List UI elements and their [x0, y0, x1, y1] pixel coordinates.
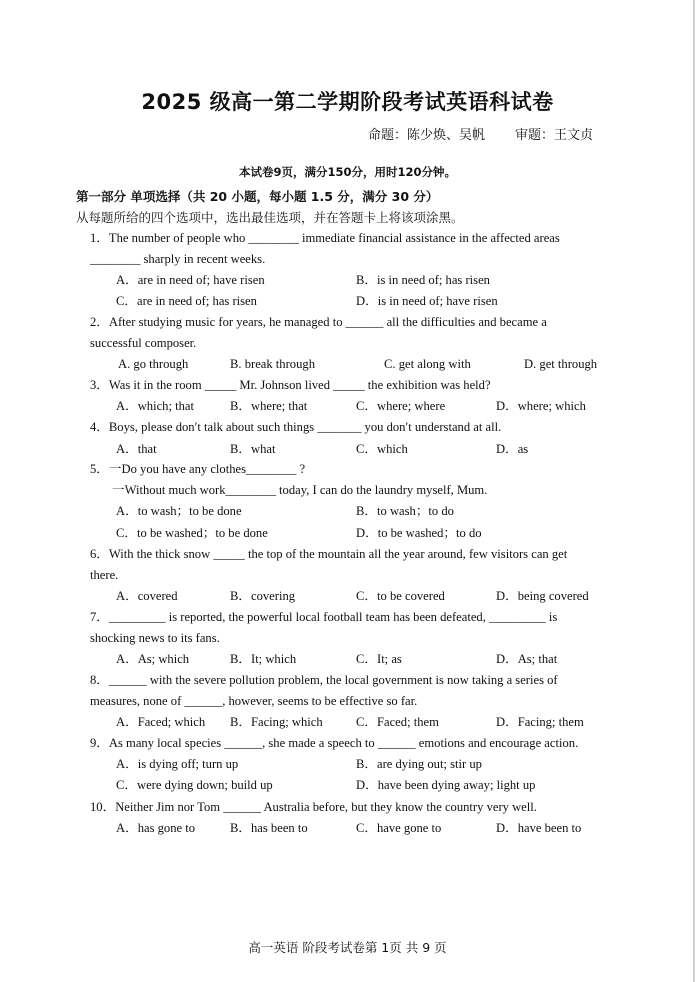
- question-8-option-c: C．Faced; them: [356, 715, 439, 729]
- question-4-option-b: B．what: [230, 442, 276, 456]
- question-2-option-a: A. go through: [118, 357, 189, 371]
- question-4-line-1: 4．Boys, please don′t talk about such things _______ you don′t understand at all.: [90, 420, 502, 434]
- question-8-option-b: B．Facing; which: [230, 715, 323, 729]
- question-6-option-b: B．covering: [230, 589, 296, 603]
- question-5-option-a: A．to wash；to be done: [116, 504, 242, 518]
- question-1-option-c: C．are in need of; has risen: [116, 294, 257, 308]
- question-4-option-d: D．as: [496, 442, 529, 456]
- authors-line: [368, 124, 593, 143]
- question-8-option-a: A．Faced; which: [116, 715, 206, 729]
- question-4-option-a: A．that: [116, 442, 157, 456]
- question-6-line-2: there.: [90, 568, 119, 582]
- question-7-option-a: A．As; which: [116, 652, 190, 666]
- reviewer: 审题：王文贞: [515, 128, 594, 143]
- question-10-option-d: D．have been to: [496, 821, 582, 835]
- exam-info: 本试卷9页，满分150分，用时120分钟。: [238, 165, 456, 179]
- question-6-option-a: A．covered: [116, 589, 178, 603]
- question-9-option-b: B．are dying out; stir up: [356, 757, 482, 771]
- question-8-option-d: D．Facing; them: [496, 715, 584, 729]
- question-1-line-2: ________ sharply in recent weeks.: [90, 252, 266, 266]
- question-8-line-1: 8．______ with the severe pollution problem, the local government is now taking a series of: [90, 673, 558, 687]
- question-3-option-b: B．where; that: [230, 399, 308, 413]
- question-6-line-1: 6．With the thick snow _____ the top of the mountain all the year around, few visitors can get: [90, 547, 568, 561]
- question-2-line-2: successful composer.: [90, 336, 197, 350]
- question-2-option-c: C. get along with: [384, 357, 471, 371]
- question-1-option-b: B．is in need of; has risen: [356, 273, 490, 287]
- question-10-option-c: C．have gone to: [356, 821, 442, 835]
- question-1-option-a: A．are in need of; have risen: [116, 273, 265, 287]
- question-1-line-1: 1．The number of people who ________ immediate financial assistance in the affected areas: [90, 231, 560, 245]
- question-3-option-c: C．where; where: [356, 399, 446, 413]
- question-5-option-b: B．to wash；to do: [356, 504, 454, 518]
- section-instruction: 从每题所给的四个选项中，选出最佳选项，并在答题卡上将该项涂黑。: [76, 210, 464, 225]
- question-9-option-d: D．have been dying away; light up: [356, 778, 536, 792]
- exam-title: 2025 级高一第二学期阶段考试英语科试卷: [141, 90, 554, 114]
- question-10-line-1: 10．Neither Jim nor Tom ______ Australia before, but they know the country very well.: [90, 800, 537, 814]
- question-10-option-b: B．has been to: [230, 821, 308, 835]
- question-3-option-a: A．which; that: [116, 399, 194, 413]
- page-footer: 高一英语 阶段考试卷第 1页 共 9 页: [248, 940, 447, 955]
- question-2-option-d: D. get through: [524, 357, 598, 371]
- section-title: 第一部分 单项选择（共 20 小题，每小题 1.5 分，满分 30 分）: [76, 189, 439, 204]
- question-7-option-c: C．It; as: [356, 652, 402, 666]
- question-7-line-2: shocking news to its fans.: [90, 631, 220, 645]
- question-2-line-1: 2．After studying music for years, he managed to ______ all the difficulties and became a: [90, 315, 547, 329]
- question-3-line-1: 3．Was it in the room _____ Mr. Johnson lived _____ the exhibition was held?: [90, 378, 491, 392]
- question-9-option-a: A．is dying off; turn up: [116, 757, 239, 771]
- question-4-option-c: C．which: [356, 442, 408, 456]
- question-10-option-a: A．has gone to: [116, 821, 196, 835]
- question-6-option-c: C．to be covered: [356, 589, 445, 603]
- question-5-line-2: 一Without much work________ today, I can do the laundry myself, Mum.: [112, 483, 488, 497]
- question-8-line-2: measures, none of ______, however, seems to be effective so far.: [90, 694, 418, 708]
- question-2-option-b: B. break through: [230, 357, 315, 371]
- question-7-option-b: B．It; which: [230, 652, 297, 666]
- question-6-option-d: D．being covered: [496, 589, 589, 603]
- setter: 命题：陈少焕、吴帆: [368, 128, 486, 143]
- question-5-option-d: D．to be washed；to do: [356, 526, 482, 540]
- question-1-option-d: D．is in need of; have risen: [356, 294, 498, 308]
- question-7-option-d: D．As; that: [496, 652, 558, 666]
- question-5-line-1: 5．一Do you have any clothes________ ?: [90, 462, 306, 476]
- question-7-line-1: 7．_________ is reported, the powerful local football team has been defeated, _________ is: [90, 610, 558, 624]
- question-3-option-d: D．where; which: [496, 399, 586, 413]
- question-9-option-c: C．were dying down; build up: [116, 778, 273, 792]
- question-9-line-1: 9．As many local species ______, she made a speech to ______ emotions and encourage action.: [90, 736, 579, 750]
- question-5-option-c: C．to be washed；to be done: [116, 526, 268, 540]
